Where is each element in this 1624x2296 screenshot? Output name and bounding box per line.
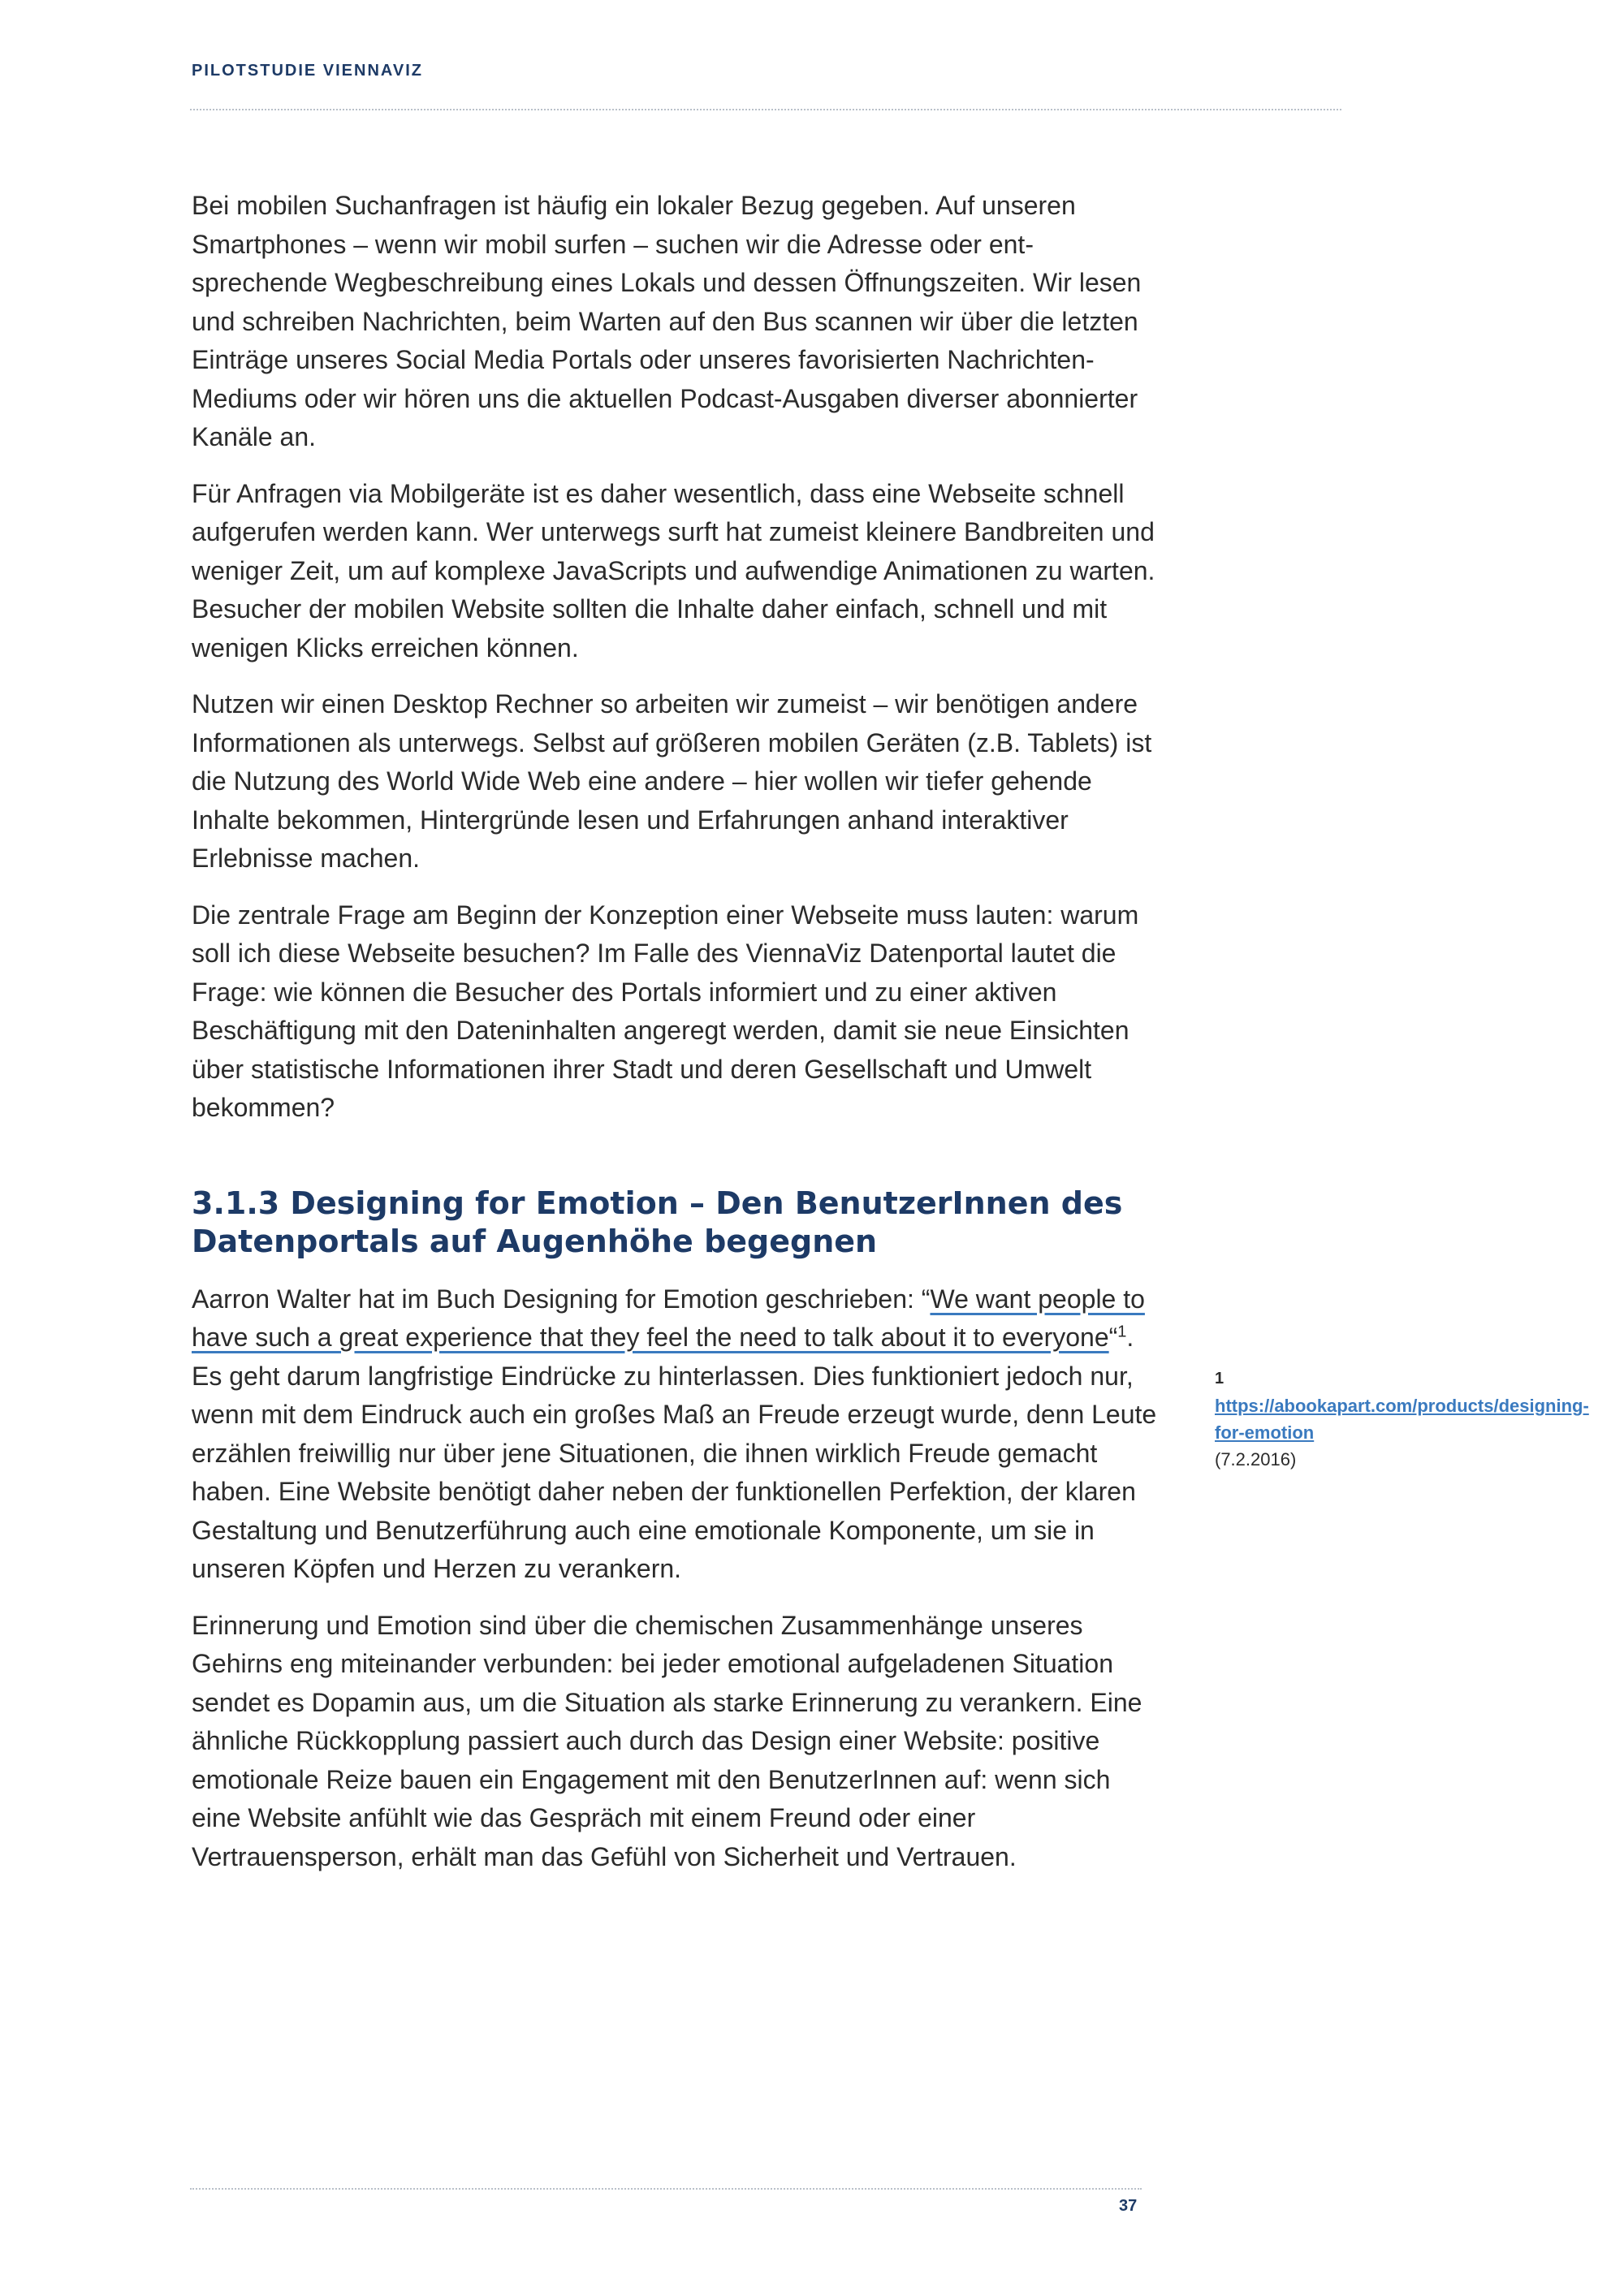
footnote <box>1215 1364 1589 1473</box>
paragraph-designing-for-emotion <box>192 1280 1158 1589</box>
footer-divider <box>190 2188 1142 2190</box>
footnote-reference[interactable]: 1 <box>1117 1323 1127 1341</box>
paragraph-mobile-search: Bei mobilen Suchanfragen ist häufig ein lokaler Bezug gegeben. Auf unseren Smartphones – wenn wir mobil surfen – suchen wir die Adresse oder entsprechende Wegbeschreibung eines Lokals und dessen Öffnungszeiten. Wir lesen und schreiben Nachrichten, beim Warten auf den Bus scannen wir über die letzten Einträge unseres Social Media Portals oder unseres favorisierten Nachrichten-Mediums oder wir hören uns die aktuellen Podcast-Ausgaben diverser abonnierter Kanäle an. <box>192 191 1142 451</box>
page-number: 37 <box>1119 2197 1138 2215</box>
header-divider <box>190 109 1341 110</box>
paragraph-desktop-usage: Nutzen wir einen Desktop Rechner so arbeiten wir zumeist – wir benötigen andere Informationen als unterwegs. Selbst auf größeren mobilen Geräten (z.B. Tablets) ist die Nutzung des World Wide Web eine andere – hier wollen wir tiefer gehende Inhalte bekommen, Hintergründe lesen und Erfahrungen anhand interaktiver Erlebnisse machen. <box>192 689 1152 873</box>
section-heading: 3.1.3 Designing for Emotion – Den BenutzerInnen des Datenportals auf Augenhöhe begegnen <box>192 1185 1123 1259</box>
running-title: PILOTSTUDIE VIENNAVIZ <box>192 62 423 80</box>
quote-link[interactable]: We want people to have such a great experience that they feel the need to talk about it to everyone <box>192 1284 1145 1352</box>
footnote-date: (7.2.2016) <box>1215 1449 1297 1470</box>
paragraph-mobile-requests: Für Anfragen via Mobilgeräte ist es daher wesentlich, dass eine Webseite schnell aufgerufen werden kann. Wer unterwegs surft hat zumeist kleinere Bandbreiten und weniger Zeit, um auf komplexe JavaScripts und aufwendige Animationen zu warten. Besucher der mobilen Website sollten die Inhalte daher einfach, schnell und mit wenigen Klicks erreichen können. <box>192 478 1155 662</box>
paragraph-central-question: Die zentrale Frage am Beginn der Konzeption einer Webseite muss lauten: warum soll ich diese Webseite besuchen? Im Falle des ViennaViz Datenportal lautet die Frage: wie können die Besucher des Portals informiert und zu einer aktiven Beschäftigung mit den Dateninhalten angeregt werden, damit sie neue Einsichten über statistische Informationen ihrer Stadt und deren Gesellschaft und Umwelt bekommen? <box>192 900 1139 1122</box>
paragraph-memory-emotion: Erinnerung und Emotion sind über die chemischen Zusammenhänge unseres Gehirns eng miteinander verbunden: bei jeder emotional aufgeladenen Situation sendet es Dopamin aus, um die Situation als starke Erinnerung zu verankern. Eine ähnliche Rückkopplung passiert auch durch das Design einer Website: positive emotionale Reize bauen ein Engagement mit den BenutzerInnen auf: wenn sich eine Website anfühlt wie das Gespräch mit einem Freund oder einer Vertrauensperson, erhält man das Gefühl von Sicherheit und Vertrauen. <box>192 1610 1142 1871</box>
quote-closing-mark: “ <box>1108 1323 1118 1352</box>
main-text-column <box>192 187 1158 1894</box>
footnote-link[interactable]: https://abookapart.com/products/designing-for-emotion <box>1215 1396 1589 1443</box>
quote-paragraph-rest: . Es geht darum langfristige Eindrücke zu hinterlassen. Dies funktioniert jedoch nur, wenn mit dem Eindruck auch ein großes Maß an Freude erzeugt wurde, denn Leute erzählen freiwillig nur über jene Situationen, die ihnen wirklich Freude gemacht haben. Eine Website benötigt daher neben der funktionellen Perfektion, der klaren Gestaltung und Benutzerführung auch eine emotionale Komponente, um sie in unseren Köpfen und Herzen zu verankern. <box>192 1323 1157 1583</box>
quote-intro: Aarron Walter hat im Buch Designing for Emotion geschrieben: “ <box>192 1284 931 1314</box>
footnote-number: 1 <box>1215 1370 1224 1388</box>
